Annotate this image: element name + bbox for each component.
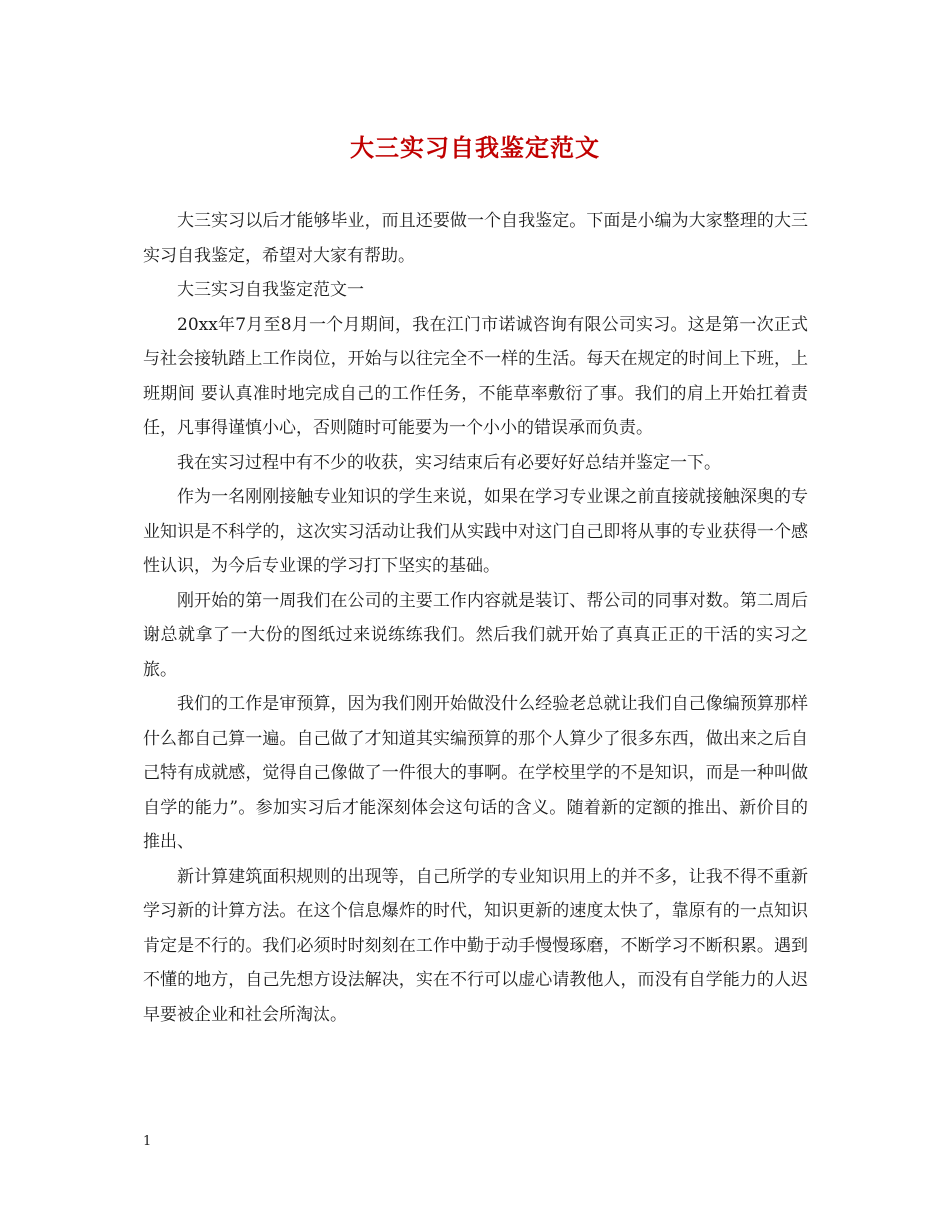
page-number: 1 bbox=[143, 1134, 152, 1149]
paragraph-budget-review: 我们的工作是审预算，因为我们刚开始做没什么经验老总就让我们自己像编预算那样什么都自己算一遍。自己做了才知道其实编预算的那个人算少了很多东西，做出来之后自己特有成就感，觉得自己像做了一件很大的事啊。在学校里学的不是知识，而是一种叫做自学的能力”。参加实习后才能深刻体会这句话的含义。随着新的定额的推出、新价目的推出、 bbox=[143, 694, 808, 852]
paragraph-section-heading: 大三实习自我鉴定范文一 bbox=[177, 280, 364, 300]
document-body bbox=[143, 204, 808, 1032]
paragraph-intro: 大三实习以后才能够毕业，而且还要做一个自我鉴定。下面是小编为大家整理的大三实习自我鉴定，希望对大家有帮助。 bbox=[143, 211, 808, 266]
paragraph-self-learning: 新计算建筑面积规则的出现等，自己所学的专业知识用上的并不多，让我不得不重新学习新的计算方法。在这个信息爆炸的时代，知识更新的速度太快了，靠原有的一点知识肯定是不行的。我们必须时时刻刻在工作中勤于动手慢慢琢磨，不断学习不断积累。遇到不懂的地方，自己先想方设法解决，实在不行可以虚心请教他人，而没有自学能力的人迟早要被企业和社会所淘汰。 bbox=[143, 866, 808, 1025]
paragraph-summary-note: 我在实习过程中有不少的收获，实习结束后有必要好好总结并鉴定一下。 bbox=[177, 452, 721, 473]
paragraph-first-week: 刚开始的第一周我们在公司的主要工作内容就是装订、帮公司的同事对数。第二周后谢总就拿了一大份的图纸过来说练练我们。然后我们就开始了真真正正的干活的实习之旅。 bbox=[143, 590, 808, 680]
document-title: 大三实习自我鉴定范文 bbox=[350, 133, 600, 162]
paragraph-internship-period: 20xx年7月至8月一个月期间，我在江门市诺诚咨询有限公司实习。这是第一次正式与社会接轨踏上工作岗位，开始与以往完全不一样的生活。每天在规定的时间上下班，上班期间 要认真准时地完成自己的工作任务，不能草率敷衍了事。我们的肩上开始扛着责任，凡事得谨慎小心，否则随时可能要为一个小小的错误承而负责。 bbox=[143, 314, 808, 438]
paragraph-professional-knowledge: 作为一名刚刚接触专业知识的学生来说，如果在学习专业课之前直接就接触深奥的专业知识是不科学的，这次实习活动让我们从实践中对这门自己即将从事的专业获得一个感性认识，为今后专业课的学习打下坚实的基础。 bbox=[143, 487, 808, 576]
